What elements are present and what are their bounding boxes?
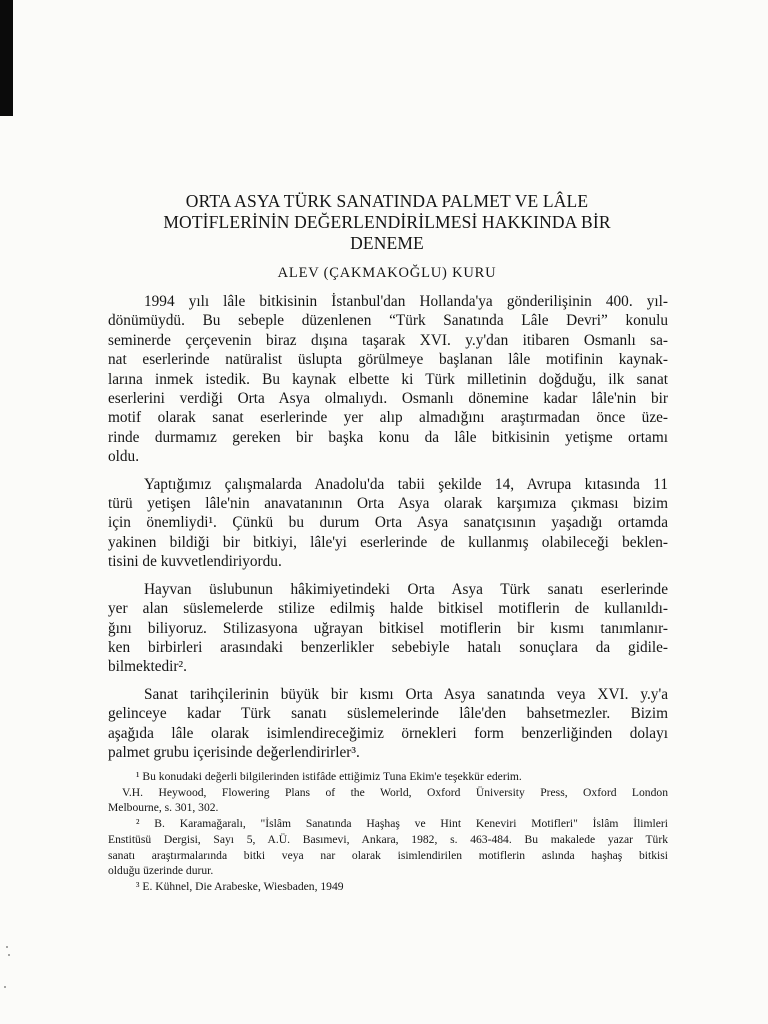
text-line: palmet grubu içerisinde değerlendirirler³. [108, 743, 360, 761]
article-title [96, 191, 678, 254]
text-line: rinde durmamız gereken bir başka konu da lâle bitkisinin yetişme ortamı [108, 428, 668, 446]
footnote-line: olduğu üzerinde durur. [108, 864, 214, 878]
text-line: motif olarak sanat eserlerinde yer alıp almadığını araştırmadan önce üze- [108, 409, 668, 427]
paragraph-2 [108, 475, 668, 572]
text-line: ğını biliyoruz. Stilizasyona uğrayan bitkisel motiflerin bir kısmı tanımlanır- [108, 619, 668, 637]
title-line: ORTA ASYA TÜRK SANATINDA PALMET VE LÂLE [185, 191, 589, 211]
paragraph-4 [108, 685, 668, 763]
text-line: Sanat tarihçilerinin büyük bir kısmı Orta Asya sanatında veya XVI. y.y'a [144, 685, 668, 703]
footnotes [108, 769, 668, 895]
title-line: DENEME [350, 233, 424, 253]
text-line: eserlerini verdiği Orta Asya olmalıydı. Osmanlı dönemine kadar lâle'nin bir [108, 390, 668, 408]
text-line: oldu. [108, 448, 140, 466]
text-line: bilmektedir². [108, 658, 187, 676]
text-line: aşağıda lâle olarak isimlendireceğimiz örnekleri form benzerliğinden dolayı [108, 724, 668, 742]
paragraph-1 [108, 292, 668, 467]
scan-edge-shadow [0, 0, 13, 116]
text-line: ken birbirleri arasındaki benzerlikler sebebiyle hatalı sonuçlara da gidile- [108, 638, 668, 656]
footnote-line: ³ E. Kühnel, Die Arabeske, Wiesbaden, 1949 [136, 879, 344, 893]
text-line: türü yetişen lâle'nin anavatanının Orta Asya olarak karşımıza çıkması bizim [108, 495, 668, 513]
text-line: Yaptığımız çalışmalarda Anadolu'da tabii şekilde 14, Avrupa kıtasında 11 [144, 475, 668, 493]
text-line: için önemliydi¹. Çünkü bu durum Orta Asya sanatçısının yaşadığı ortamda [108, 514, 668, 532]
text-line: tisini de kuvvetlendiriyordu. [108, 553, 282, 571]
article-body [108, 292, 668, 770]
scan-speck [6, 946, 8, 948]
footnote-line: V.H. Heywood, Flowering Plans of the World, Oxford Üniversity Press, Oxford London [122, 785, 668, 799]
footnote-line: Enstitüsü Dergisi, Sayı 5, A.Ü. Basımevi, Ankara, 1982, s. 463-484. Bu makalede yazar Türk [108, 832, 668, 846]
footnote-line: ² B. Karamağaralı, "İslâm Sanatında Haşhaş ve Hint Keneviri Motifleri" İslâm İlimleri [136, 817, 668, 831]
footnote-line: ¹ Bu konudaki değerli bilgilerinden istifâde ettiğimiz Tuna Ekim'e teşekkür ederim. [136, 770, 522, 783]
scan-speck [4, 986, 6, 988]
footnote-line: sanatı araştırmalarında bitki veya nar olarak isimlendirilen motiflerin aslında haşhaş bitkisi [108, 848, 668, 862]
text-line: nat eserlerinde natüralist üslupta görülmeye başlanan lâle motifinin kaynak- [108, 351, 668, 369]
text-line: yer alan süslemelerde stilize edilmiş halde bitkisel motiflerin de kullanıldı- [108, 600, 668, 618]
text-line: Hayvan üslubunun hâkimiyetindeki Orta Asya Türk sanatı eserlerinde [144, 580, 668, 598]
scan-specks [0, 940, 14, 1000]
scan-speck [8, 954, 10, 956]
title-line: MOTİFLERİNİN DEĞERLENDİRİLMESİ HAKKINDA BİR [163, 212, 611, 232]
document-page [96, 0, 678, 1024]
footnote-line: Melbourne, s. 301, 302. [108, 801, 219, 815]
text-line: 1994 yılı lâle bitkisinin İstanbul'dan Hollanda'ya gönderilişinin 400. yıl- [144, 293, 668, 310]
text-line: larına inmek istedik. Bu kaynak elbette ki Türk milletinin doğduğu, ilk sanat [108, 370, 668, 388]
text-line: seminerde çerçevenin biraz dışına taşarak XVI. y.y'dan itibaren Osmanlı sa- [108, 331, 668, 349]
text-line: gelinceye kadar Türk sanatı süslemelerinde lâle'den bahsetmezler. Bizim [108, 705, 668, 723]
text-line: yakinen bildiği bir bitkiyi, lâle'yi eserlerinde de kullanmış olabileceği beklen- [108, 533, 668, 551]
paragraph-3 [108, 580, 668, 677]
text-line: dönümüydü. Bu sebeple düzenlenen “Türk Sanatında Lâle Devri” konulu [108, 312, 668, 330]
author-name: ALEV (ÇAKMAKOĞLU) KURU [277, 265, 497, 281]
